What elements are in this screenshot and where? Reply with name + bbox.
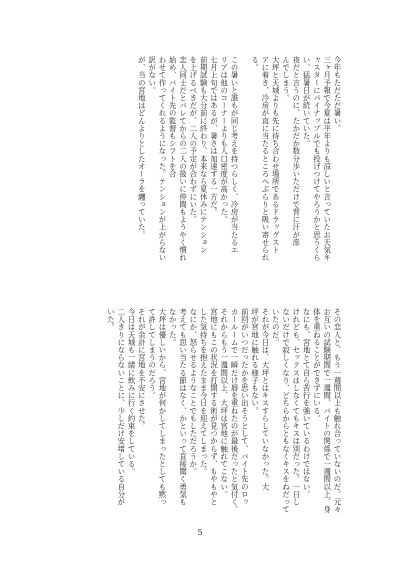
text-line: 恋人同士だとバレてからの二人の扱いに仲間もようやく慣れ <box>178 56 188 262</box>
text-line: を上げるべきだが、二人の予定が合わずにいた。 <box>188 56 198 224</box>
text-line: 訳がない。 <box>147 56 157 94</box>
text-line: 前回がいつだったかを思い出そうとして、バイト先のロッ <box>240 308 250 506</box>
text-line: る。 <box>250 56 260 72</box>
text-line: んでしまう。 <box>281 56 291 102</box>
text-line: が、当の宮地はどんよりとしたオーラを纏っていた。 <box>137 56 147 239</box>
text-line: て許してしまうのだろう。 <box>147 308 157 400</box>
text-line: なにか、怒らせるようなことでもしただろうか。 <box>188 308 198 476</box>
text-line: わせて作ってくれるようになった。テンションが上がらない <box>157 56 167 262</box>
top-text-section <box>70 56 342 268</box>
text-line: 前期試験も大分前に終わり、本来なら夏休みにテンション <box>199 56 209 254</box>
text-line: カールームで一瞬だけ唇を重ねたのが最後だったと気付く。 <box>230 308 240 514</box>
page-number: 5 <box>197 528 203 537</box>
text-line: なにも、宮地とて自ら苦行を強いているわけではない。 <box>302 308 312 498</box>
text-line: 始め、バイト先の監督もシフトを合 <box>168 56 178 178</box>
text-line: いたのだ。 <box>271 308 281 346</box>
text-line: それが余計に宮地を不安にさせた。 <box>137 308 147 430</box>
text-line: 坪が宮地に触れる様子もない。 <box>250 308 260 415</box>
text-line: ャスターにパイナップルでも投げつけてやろうかと思うくら <box>312 56 322 262</box>
text-line: リアは他のコーナーよりも人口密度が高かった。 <box>219 56 229 224</box>
text-line: この暑いと誰もが同じ考えを持つらしく、冷房が当たるエ <box>230 56 240 254</box>
text-line: 七月上旬ではあるが、暑さは加速する一方だ。 <box>209 56 219 216</box>
text-line: けれども、セックスはしなくてもキスは別だった。一日し <box>291 308 301 506</box>
text-line: 大坪と天城よりも先に待ち合わせ場所であるドラッグスト <box>271 56 281 254</box>
text-line: アに着き、冷房が直に当たるところへぶらりと吸い寄せられ <box>260 56 270 262</box>
text-line: い、猛暑日が続いていた。 <box>302 56 312 148</box>
bottom-text-section <box>70 308 342 520</box>
text-line: 三ヶ月予報で今夏は平年よりも涼しいと言っていたお天気キ <box>322 56 332 262</box>
text-line: いた。 <box>106 308 116 331</box>
text-line: その恋人と、もう一週間以上も触れ合っていないのだ。元々 <box>333 308 342 514</box>
text-line: 考えても思い当たる節はなく、かといって直接聞く勇気も <box>178 308 188 506</box>
text-line: 今年もただただ暑い。 <box>333 56 342 132</box>
text-line: 体を重ねることができずにいる。 <box>312 308 322 422</box>
text-line: 二人きりにならないことに、少しだけ安堵している自分が <box>116 308 126 506</box>
text-line: お互いの試験期間で一週間、バイトの関係で一週間以上、身 <box>322 308 332 514</box>
text-line: それからもう一週間以上、大坪は宮地に触れてこない。 <box>219 308 229 498</box>
text-line: ないだけで寂しくなり、どちらからともなくキスをねだって <box>281 308 291 514</box>
text-line: それが今日は、大坪とはキスすらしていなかった。大 <box>260 308 270 491</box>
text-line: なかった。 <box>168 308 178 346</box>
text-line: した気持ちを抱えたまま今日を迎えてしまった。 <box>199 308 209 476</box>
text-line: 夜だと言うのに、たかだか数分歩いただけで背に汗が滲 <box>291 56 301 246</box>
text-line: 宮地にもこの状況を打開する術が見つからず、もやもやと <box>209 308 219 506</box>
text-line: 今日は天城も一緒に飲みに行く約束をしている。 <box>127 308 137 476</box>
text-line: 大坪は優しいから、宮地が何かしてしまったとしても黙っ <box>157 308 167 506</box>
